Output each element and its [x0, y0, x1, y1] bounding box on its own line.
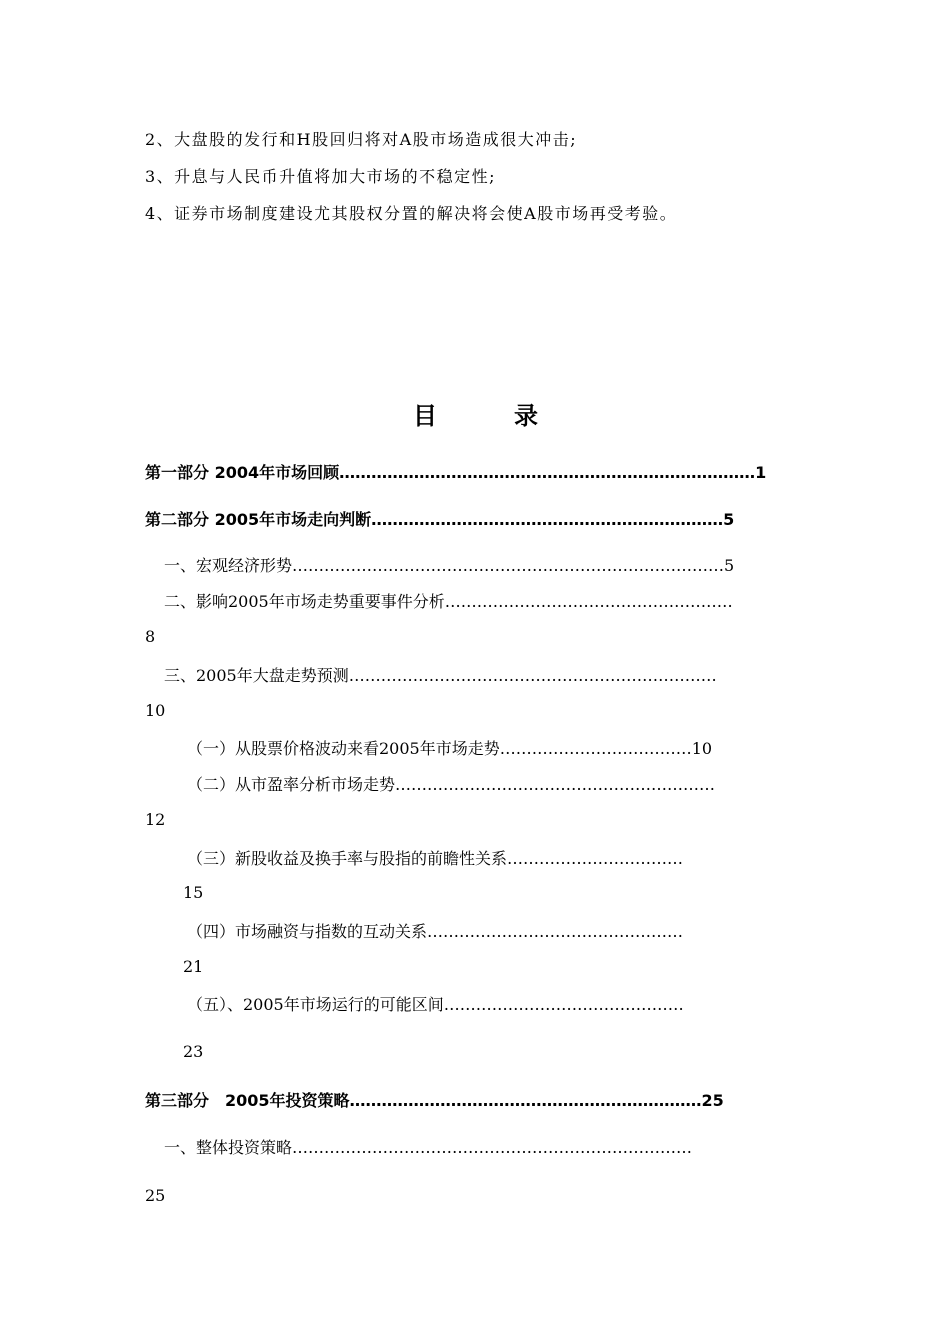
toc-page-number: 21 — [183, 957, 204, 976]
toc-sub-pe-ratio-label: （二）从市盈率分析市场走势 — [187, 775, 396, 794]
toc-part-2[interactable] — [145, 507, 734, 530]
toc-leader: ………………………………………………………… — [349, 1091, 702, 1110]
toc-leader: ……………………………… — [499, 739, 692, 758]
toc-part-3[interactable] — [145, 1088, 724, 1111]
toc-leader: ………………………………………… — [427, 922, 684, 941]
toc-sub-price-volatility-label: （一）从股票价格波动来看2005年市场走势 — [187, 739, 500, 758]
toc-title-left: 目 — [413, 402, 437, 430]
toc-item-events[interactable] — [164, 589, 733, 612]
toc-sub-financing[interactable] — [187, 919, 683, 942]
toc-leader: …………………………………………………………………… — [339, 463, 756, 482]
toc-page-number: 10 — [691, 739, 713, 758]
toc-sub-price-volatility[interactable] — [187, 736, 712, 759]
toc-part-3-label: 第三部分 2005年投资策略 — [145, 1091, 350, 1110]
toc-item-forecast[interactable] — [164, 663, 717, 686]
toc-page-number: 12 — [145, 810, 166, 829]
toc-title-right: 录 — [514, 402, 538, 430]
toc-sub-range[interactable] — [187, 992, 684, 1015]
toc-item-overall-strategy-label: 一、整体投资策略 — [164, 1138, 293, 1157]
toc-page-number: 1 — [755, 463, 767, 482]
toc-part-1-label: 第一部分 2004年市场回顾 — [145, 463, 340, 482]
toc-sub-range-label: （五）、2005年市场运行的可能区间 — [187, 995, 444, 1014]
toc-sub-financing-label: （四）市场融资与指数的互动关系 — [187, 922, 428, 941]
toc-item-overall-strategy[interactable] — [164, 1135, 692, 1158]
risk-item-3: 3、升息与人民币升值将加大市场的不稳定性; — [145, 167, 497, 186]
toc-page-number: 5 — [724, 556, 735, 575]
toc-part-2-label: 第二部分 2005年市场走向判断 — [145, 510, 372, 529]
toc-sub-pe-ratio[interactable] — [187, 772, 715, 795]
toc-item-events-label: 二、影响2005年市场走势重要事件分析 — [164, 592, 445, 611]
toc-page-number: 23 — [183, 1042, 204, 1061]
toc-item-forecast-label: 三、2005年大盘走势预测 — [164, 666, 349, 685]
toc-page-number: 15 — [183, 883, 204, 902]
toc-sub-new-shares-label: （三）新股收益及换手率与股指的前瞻性关系 — [187, 849, 508, 868]
toc-page-number: 5 — [723, 510, 735, 529]
toc-page-number: 8 — [145, 627, 156, 646]
toc-leader: …………………………………………………… — [395, 775, 716, 794]
toc-leader: ……………………………………………………………………… — [292, 556, 725, 575]
risk-item-2: 2、大盘股的发行和H股回归将对A股市场造成很大冲击; — [145, 130, 578, 149]
toc-leader: ………………………………………………………… — [371, 510, 724, 529]
toc-leader: ……………………………………… — [443, 995, 684, 1014]
toc-leader: …………………………… — [507, 849, 684, 868]
toc-item-macro-label: 一、宏观经济形势 — [164, 556, 293, 575]
toc-part-1[interactable] — [145, 460, 766, 483]
toc-item-macro[interactable] — [164, 553, 734, 576]
toc-page-number: 10 — [145, 701, 166, 720]
toc-page-number: 25 — [701, 1091, 724, 1110]
toc-page-number: 25 — [145, 1186, 166, 1205]
toc-leader: …………………………………………………………… — [348, 666, 717, 685]
toc-leader: ………………………………………………………………… — [292, 1138, 693, 1157]
toc-leader: ……………………………………………… — [444, 592, 733, 611]
risk-item-4: 4、证券市场制度建设尤其股权分置的解决将会使A股市场再受考验。 — [145, 204, 678, 223]
toc-sub-new-shares[interactable] — [187, 846, 683, 869]
